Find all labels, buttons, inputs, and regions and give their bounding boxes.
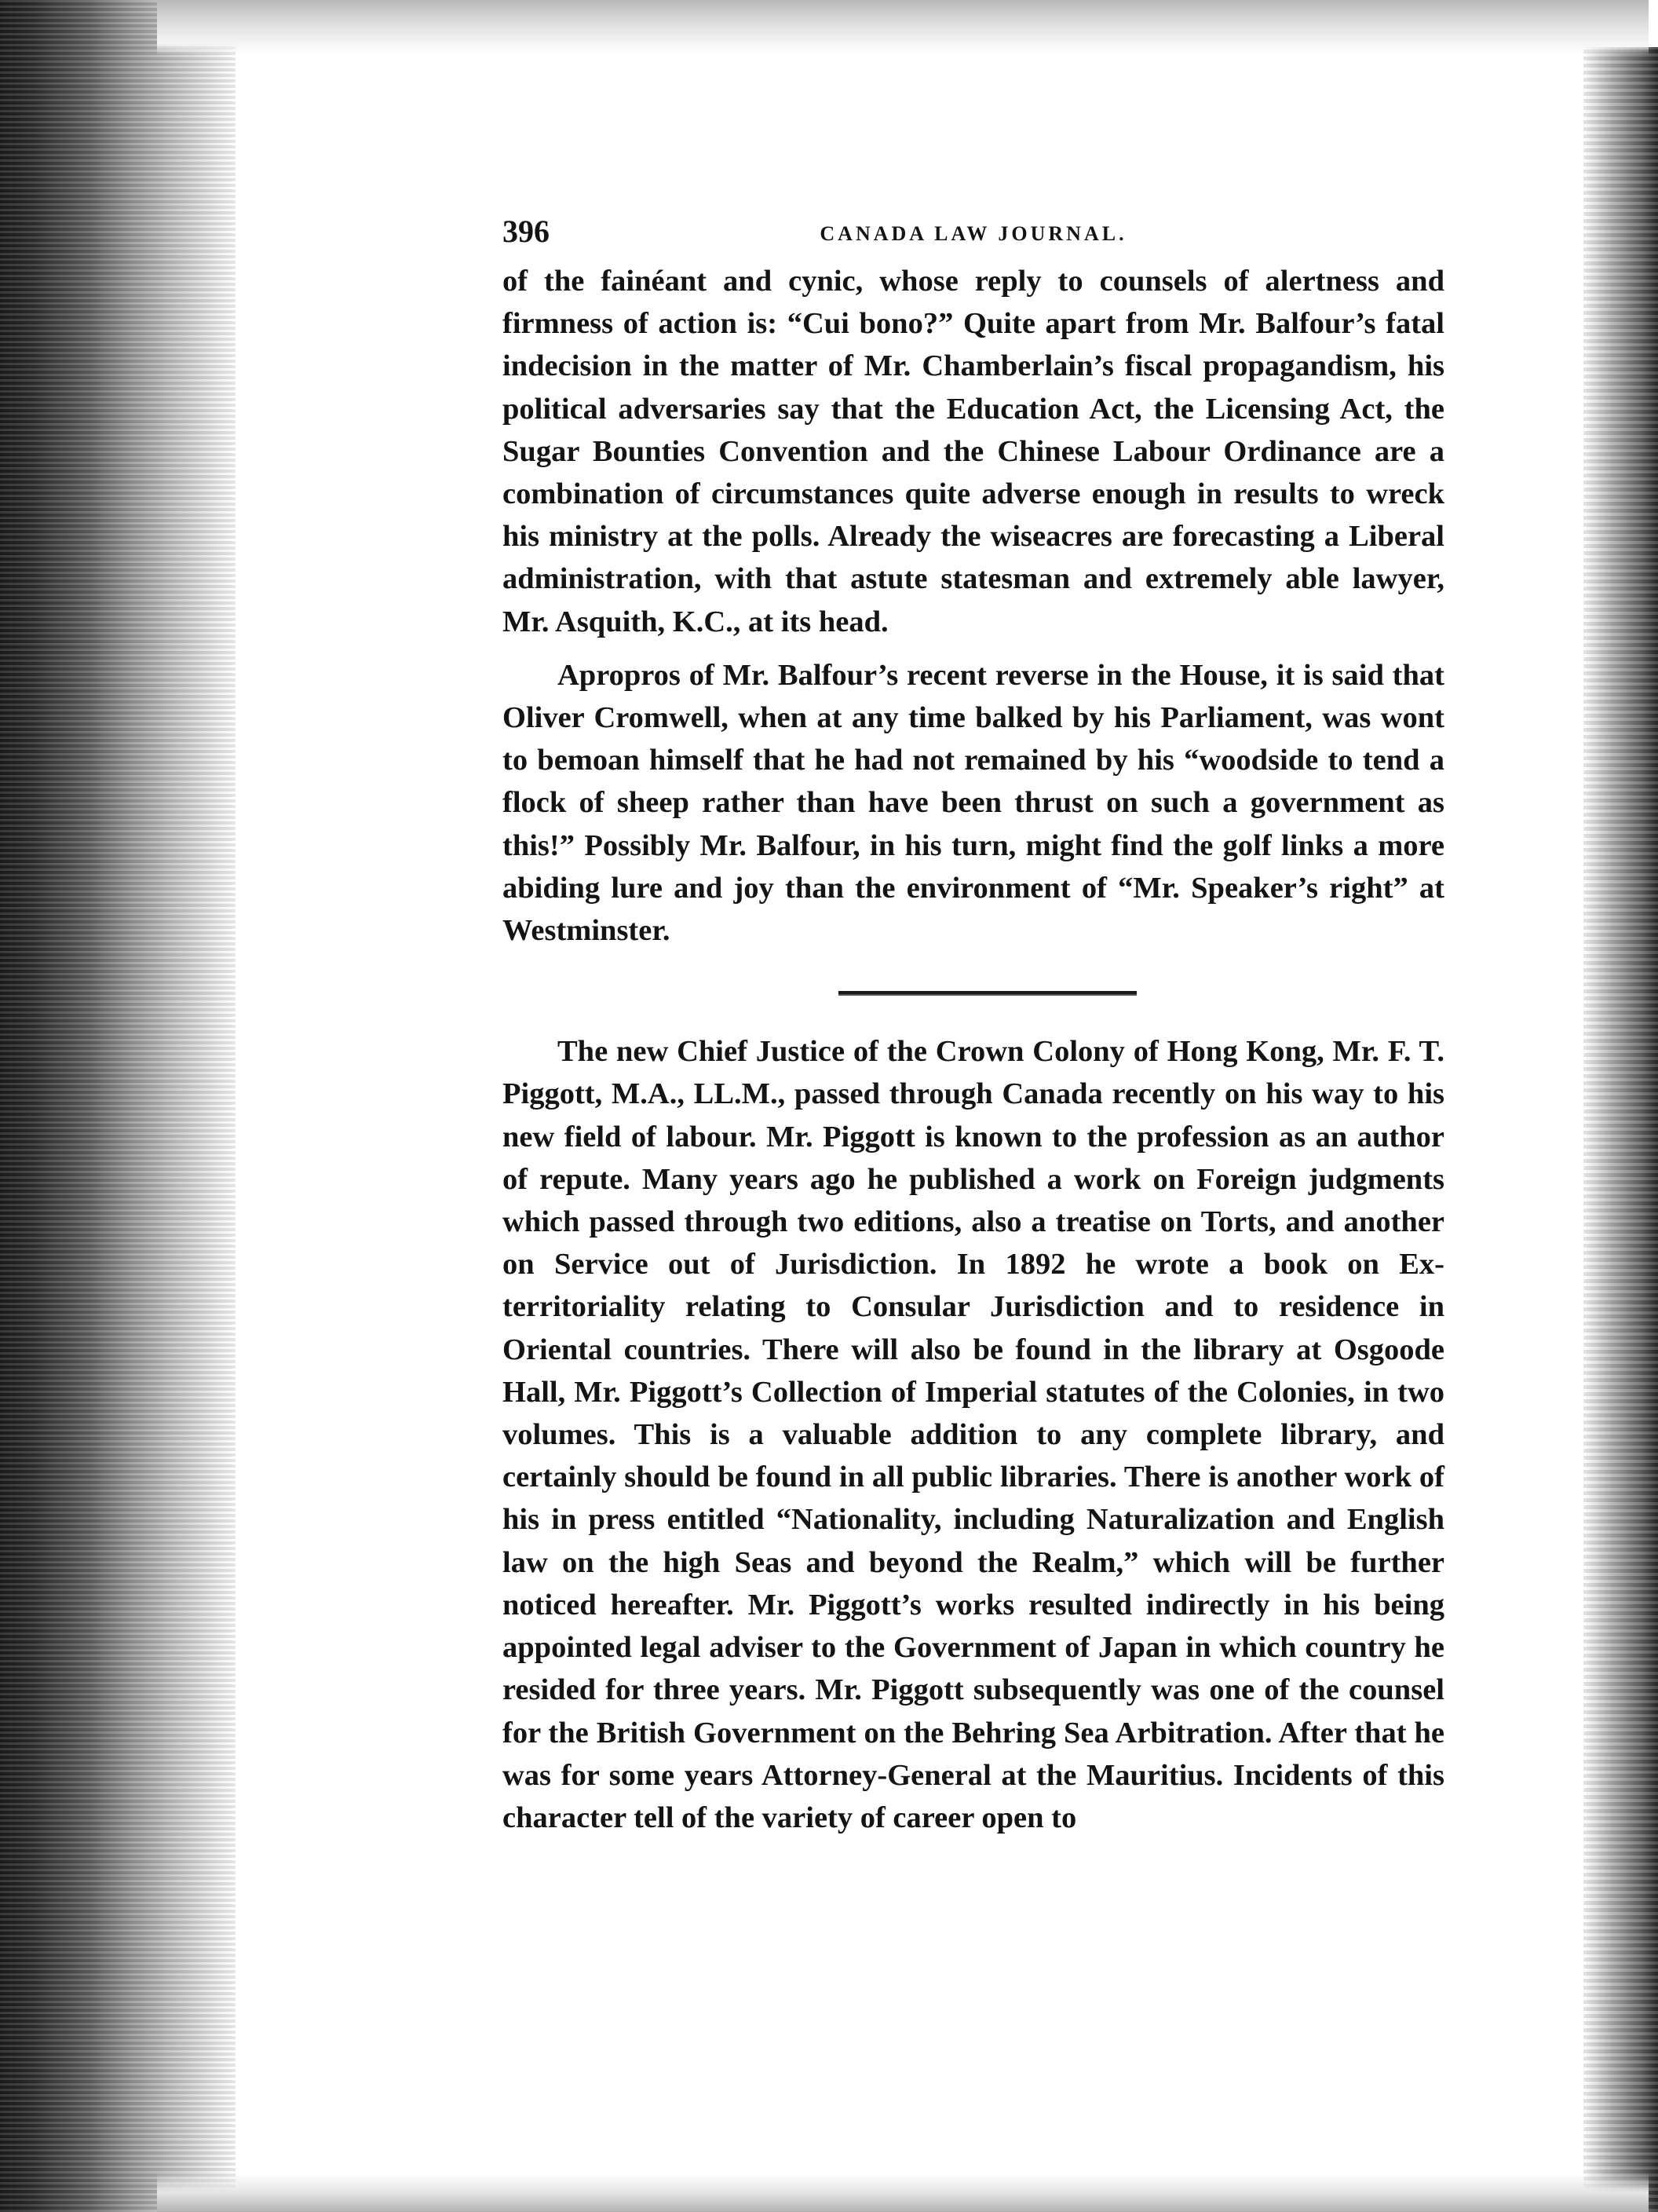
paragraph-cromwell-anecdote: Apropros of Mr. Balfour’s recent reverse in the House, it is said that Oliver Cromwell, when at any time balked by his Parliament, was wont to bemoan himself that he had not remained by his “woodside to tend a flock of sheep rather than have been thrust on such a government as this!” Possibly Mr. Balfour, in his turn, might find the golf links a more abiding lure and joy than the environment of “Mr. Speaker’s right” at Westminster.: [502, 658, 1444, 948]
journal-page: [502, 212, 1444, 1839]
section-divider: [502, 952, 1444, 1030]
paragraph-balfour-continuation: of the fainéant and cynic, whose reply to counsels of alertness and firmness of action is: “Cui bono?” Quite apart from Mr. Balfour’s fatal indecision in the matter of Mr. Chamberlain’s fiscal propagandism, his political adversaries say that the Education Act, the Licensing Act, the Sugar Bounties Convention and the Chinese Labour Ordinance are a combination of circumstances quite adverse enough in results to wreck his ministry at the polls. Already the wiseacres are forecasting a Liberal administration, with that astute statesman and extremely able lawyer, Mr. Asquith, K.C., at its head.: [502, 265, 1444, 638]
journal-title: CANADA LAW JOURNAL.: [820, 222, 1127, 245]
scan-bottom-edge-shadow: [157, 2173, 1649, 2212]
divider-rule: [838, 991, 1137, 996]
running-head: [502, 212, 1444, 259]
page-number: 396: [502, 214, 550, 249]
scan-left-edge-shadow: [0, 0, 236, 2212]
scan-top-edge-shadow: [157, 0, 1649, 55]
scan-right-edge-shadow: [1583, 47, 1658, 2212]
paragraph-piggott-chief-justice: The new Chief Justice of the Crown Colony of Hong Kong, Mr. F. T. Piggott, M.A., LL.M., passed through Canada recently on his way to his new field of labour. Mr. Piggott is known to the profession as an author of repute. Many years ago he published a work on Foreign judgments which passed through two editions, also a treatise on Torts, and another on Service out of Jurisdiction. In 1892 he wrote a book on Ex-territoriality relating to Consular Jurisdiction and to residence in Oriental countries. There will also be found in the library at Osgoode Hall, Mr. Piggott’s Collection of Imperial statutes of the Colonies, in two volumes. This is a valuable addition to any complete library, and certainly should be found in all public libraries. There is another work of his in press entitled “Nationality, including Naturalization and English law on the high Seas and beyond the Realm,” which will be further noticed hereafter. Mr. Piggott’s works resulted indirectly in his being appointed legal adviser to the Government of Japan in which country he resided for three years. Mr. Piggott subsequently was one of the counsel for the British Government on the Behring Sea Arbitration. After that he was for some years Attorney-General at the Mauritius. Incidents of this character tell of the variety of career open to: [502, 1035, 1444, 1834]
